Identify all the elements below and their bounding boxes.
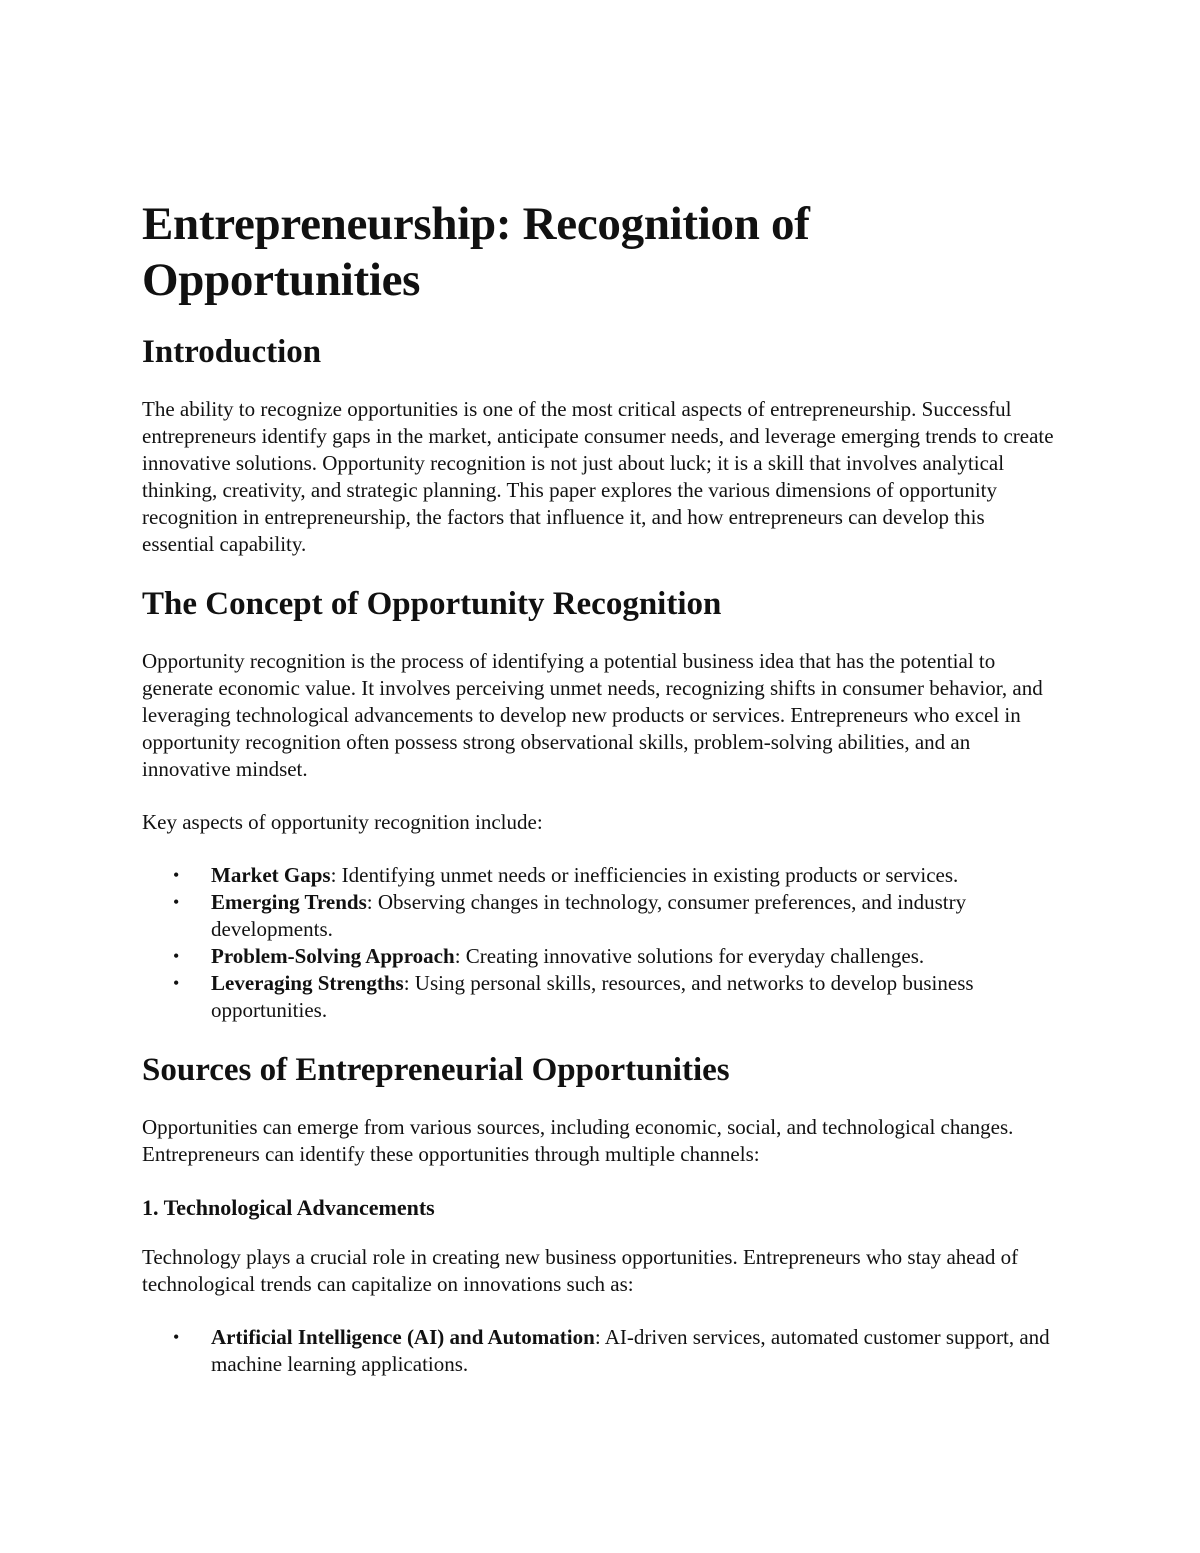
sources-paragraph: Opportunities can emerge from various sources, including economic, social, and technological changes. Entrepreneurs can identify these opportunities through multiple channels: xyxy=(142,1115,1014,1166)
bullet-icon: • xyxy=(173,892,180,912)
list-item xyxy=(142,943,1062,970)
bullet-icon: • xyxy=(173,865,180,885)
document-title: Entrepreneurship: Recognition of Opportunities xyxy=(142,198,810,306)
section-heading-introduction: Introduction xyxy=(142,334,322,370)
list-item-term: Artificial Intelligence (AI) and Automation xyxy=(211,1325,595,1349)
bullet-icon: • xyxy=(173,946,180,966)
introduction-paragraph: The ability to recognize opportunities is one of the most critical aspects of entrepreneurship. Successful entrepreneurs identify gaps in the market, anticipate consumer needs, and leverage emerging trends to create innovative solutions. Opportunity recognition is not just about luck; it is a skill that involves analytical thinking, creativity, and strategic planning. This paper explores the various dimensions of opportunity recognition in entrepreneurship, the factors that influence it, and how entrepreneurs can develop this essential capability. xyxy=(142,397,1054,556)
list-item xyxy=(142,889,1062,943)
section-heading-sources: Sources of Entrepreneurial Opportunities xyxy=(142,1052,730,1088)
list-item xyxy=(142,970,1062,1024)
section-heading-concept: The Concept of Opportunity Recognition xyxy=(142,586,722,622)
list-item-text: : AI-driven services, automated customer support, and machine learning applications. xyxy=(211,1325,1050,1376)
list-item-text: : Observing changes in technology, consumer preferences, and industry developments. xyxy=(211,890,967,941)
list-item-term: Problem-Solving Approach xyxy=(211,944,455,968)
subsection-heading-technology: 1. Technological Advancements xyxy=(142,1195,435,1220)
technology-list xyxy=(142,1324,1062,1378)
list-item xyxy=(142,862,1062,889)
list-item xyxy=(142,1324,1062,1378)
concept-paragraph: Opportunity recognition is the process of identifying a potential business idea that has the potential to generate economic value. It involves perceiving unmet needs, recognizing shifts in consumer behavior, and leveraging technological advancements to develop new products or services. Entrepreneurs who excel in opportunity recognition often possess strong observational skills, problem-solving abilities, and an innovative mindset. xyxy=(142,649,1043,781)
list-item-term: Market Gaps xyxy=(211,863,331,887)
key-aspects-list xyxy=(142,862,1062,1024)
list-item-text: : Identifying unmet needs or inefficiencies in existing products or services. xyxy=(330,863,959,887)
concept-list-intro: Key aspects of opportunity recognition include: xyxy=(142,810,543,834)
document-page xyxy=(142,196,1062,1404)
list-item-text: : Creating innovative solutions for everyday challenges. xyxy=(454,944,925,968)
list-item-text: : Using personal skills, resources, and networks to develop business opportunities. xyxy=(211,971,974,1022)
list-item-term: Emerging Trends xyxy=(211,890,367,914)
technology-paragraph: Technology plays a crucial role in creating new business opportunities. Entrepreneurs who stay ahead of technological trends can capitalize on innovations such as: xyxy=(142,1245,1019,1296)
list-item-term: Leveraging Strengths xyxy=(211,971,404,995)
bullet-icon: • xyxy=(173,973,180,993)
bullet-icon: • xyxy=(173,1327,180,1347)
